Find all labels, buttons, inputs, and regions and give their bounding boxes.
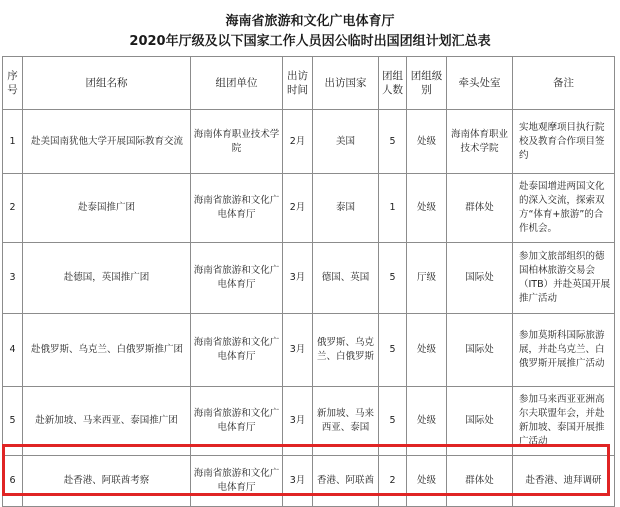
table-row [3, 243, 615, 314]
cell-group-size: 5 [379, 110, 407, 174]
cell-group-name: 赴泰国推广团 [23, 174, 191, 243]
cell-group-size: 5 [379, 243, 407, 314]
cell-group-level: 处级 [407, 314, 447, 387]
cell-visit-country: 泰国 [313, 174, 379, 243]
cell-group-size: 5 [379, 387, 407, 456]
cell-lead-office: 群体处 [447, 456, 513, 507]
cell-group-name: 赴香港、阿联酋考察 [23, 456, 191, 507]
cell-group-name: 赴德国，英国推广团 [23, 243, 191, 314]
cell-visit-time: 3月 [283, 456, 313, 507]
cell-lead-office: 国际处 [447, 243, 513, 314]
document-title: 海南省旅游和文化广电体育厅 [225, 14, 395, 29]
header-remarks: 备注 [513, 57, 615, 110]
header-group-level: 团组级别 [407, 57, 447, 110]
header-group-name: 团组名称 [23, 57, 191, 110]
cell-group-size: 1 [379, 174, 407, 243]
cell-no: 6 [3, 456, 23, 507]
cell-visit-time: 3月 [283, 387, 313, 456]
cell-visit-time: 3月 [283, 314, 313, 387]
cell-visit-country: 香港、阿联酋 [313, 456, 379, 507]
cell-no: 4 [3, 314, 23, 387]
cell-lead-office: 国际处 [447, 314, 513, 387]
cell-org-unit: 海南省旅游和文化广电体育厅 [191, 314, 283, 387]
cell-group-level: 处级 [407, 456, 447, 507]
cell-group-level: 处级 [407, 387, 447, 456]
cell-group-level: 处级 [407, 110, 447, 174]
cell-group-name: 赴俄罗斯、乌克兰、白俄罗斯推广团 [23, 314, 191, 387]
plan-table [2, 56, 615, 507]
cell-remarks: 赴香港、迪拜调研 [513, 456, 615, 507]
header-no: 序号 [3, 57, 23, 110]
cell-group-level: 厅级 [407, 243, 447, 314]
cell-visit-time: 3月 [283, 243, 313, 314]
cell-visit-country: 美国 [313, 110, 379, 174]
header-org-unit: 组团单位 [191, 57, 283, 110]
cell-remarks: 参加马来西亚亚洲高尔夫联盟年会，并赴新加坡、泰国开展推广活动 [513, 387, 615, 456]
cell-group-size: 2 [379, 456, 407, 507]
cell-no: 3 [3, 243, 23, 314]
cell-visit-country: 俄罗斯、乌克兰、白俄罗斯 [313, 314, 379, 387]
cell-org-unit: 海南省旅游和文化广电体育厅 [191, 243, 283, 314]
cell-remarks: 参加文旅部组织的德国柏林旅游交易会（ITB）并赴英国开展推广活动 [513, 243, 615, 314]
cell-org-unit: 海南省旅游和文化广电体育厅 [191, 174, 283, 243]
cell-visit-time: 2月 [283, 174, 313, 243]
cell-group-name: 赴美国南犹他大学开展国际教育交流 [23, 110, 191, 174]
cell-visit-country: 新加坡、马来西亚、泰国 [313, 387, 379, 456]
cell-lead-office: 海南体育职业技术学院 [447, 110, 513, 174]
header-visit-time: 出访时间 [283, 57, 313, 110]
header-visit-country: 出访国家 [313, 57, 379, 110]
header-group-size: 团组人数 [379, 57, 407, 110]
cell-lead-office: 群体处 [447, 174, 513, 243]
cell-group-size: 5 [379, 314, 407, 387]
cell-remarks: 参加莫斯科国际旅游展，并赴乌克兰、白俄罗斯开展推广活动 [513, 314, 615, 387]
cell-visit-time: 2月 [283, 110, 313, 174]
cell-remarks: 赴泰国增进两国文化的深入交流，探索双方“体育+旅游”的合作机会。 [513, 174, 615, 243]
table-row [3, 110, 615, 174]
header-lead-office: 牵头处室 [447, 57, 513, 110]
cell-group-level: 处级 [407, 174, 447, 243]
cell-no: 2 [3, 174, 23, 243]
table-row-highlighted [3, 456, 615, 507]
table-row [3, 314, 615, 387]
table-row [3, 387, 615, 456]
cell-visit-country: 德国、英国 [313, 243, 379, 314]
cell-no: 1 [3, 110, 23, 174]
cell-lead-office: 国际处 [447, 387, 513, 456]
table-header-row [3, 57, 615, 110]
cell-org-unit: 海南省旅游和文化广电体育厅 [191, 456, 283, 507]
cell-org-unit: 海南省旅游和文化广电体育厅 [191, 387, 283, 456]
table-row [3, 174, 615, 243]
cell-no: 5 [3, 387, 23, 456]
cell-remarks: 实地观摩项目执行院校及教育合作项目签约 [513, 110, 615, 174]
cell-org-unit: 海南体育职业技术学院 [191, 110, 283, 174]
cell-group-name: 赴新加坡、马来西亚、泰国推广团 [23, 387, 191, 456]
document-subtitle: 2020年厅级及以下国家工作人员因公临时出国团组计划汇总表 [129, 34, 491, 49]
